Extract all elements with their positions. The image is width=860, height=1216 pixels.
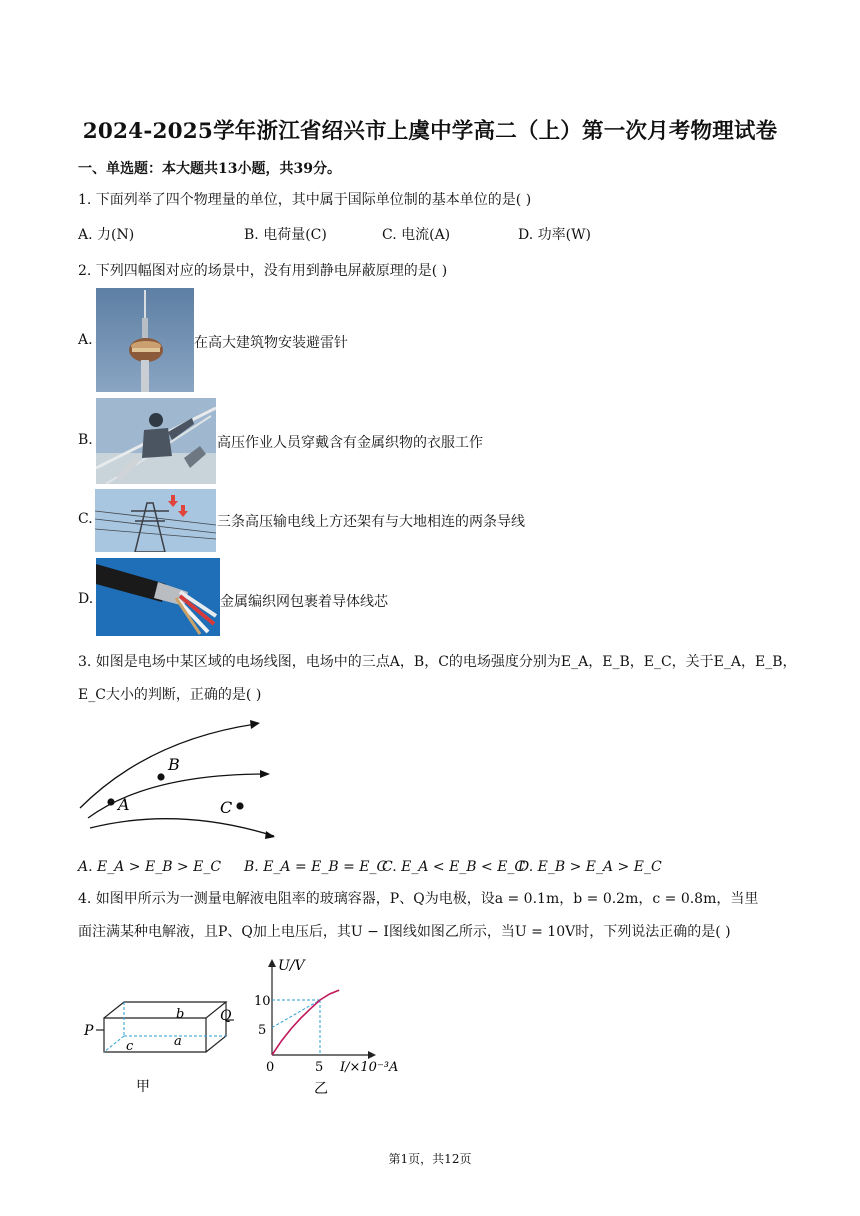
q2-option-c-letter: C.: [78, 511, 93, 527]
q1-option-a: A. 力(N): [78, 227, 135, 243]
origin-label: 0: [266, 1060, 275, 1075]
glass-container-figure: [78, 990, 238, 1100]
dimension-b-label: b: [176, 1007, 185, 1022]
q1-option-c: C. 电流(A): [382, 227, 451, 243]
q2-option-d: [78, 558, 778, 636]
q2-option-c-caption: 三条高压输电线上方还架有与大地相连的两条导线: [217, 514, 525, 530]
page-title: 2024-2025学年浙江省绍兴市上虞中学高二（上）第一次月考物理试卷: [82, 119, 778, 144]
q3-option-d: D. E_B > E_A > E_C: [518, 859, 662, 875]
question-4-stem-line-1: 4. 如图甲所示为一测量电解液电阻率的玻璃容器，P、Q为电极，设a = 0.1m，b = 0.2m，c = 0.8m，当里: [78, 891, 759, 907]
guide-lines: [272, 1000, 320, 1055]
q3-option-b: B. E_A = E_B = E_C: [244, 859, 388, 875]
q1-option-d: D. 功率(W): [518, 227, 591, 243]
question-4-stem-line-2: 面注满某种电解液，且P、Q加上电压后，其U − I图线如图乙所示，当U = 10V时，下列说法正确的是( ): [78, 924, 731, 940]
q3-option-c: C. E_A < E_B < E_C: [382, 859, 526, 875]
point-b-label: B: [168, 755, 180, 774]
section-heading: 一、单选题：本大题共13小题，共39分。: [78, 161, 341, 177]
q1-option-b: B. 电荷量(C): [244, 227, 327, 243]
q2-option-b-caption: 高压作业人员穿戴含有金属织物的衣服工作: [217, 435, 483, 451]
q2-option-a-caption: 在高大建筑物安装避雷针: [194, 335, 348, 351]
q2-option-a: [78, 288, 778, 392]
transmission-tower-image: [95, 489, 216, 552]
x-axis-label: I/×10⁻³A: [340, 1060, 399, 1075]
y-tick-10: 10: [254, 994, 271, 1009]
q2-option-b: [78, 398, 778, 484]
q2-option-a-letter: A.: [78, 332, 93, 348]
question-3-stem-line-2: E_C大小的判断，正确的是( ): [78, 687, 262, 703]
dimension-a-label: a: [174, 1034, 182, 1049]
high-voltage-worker-image: [96, 398, 216, 484]
page-footer: 第1页，共12页: [388, 1152, 472, 1166]
electric-field-lines-figure: [78, 718, 278, 840]
dimension-c-label: c: [126, 1039, 134, 1054]
q2-option-d-letter: D.: [78, 591, 94, 607]
point-a-label: A: [118, 795, 130, 814]
electrode-p-label: P: [84, 1023, 94, 1039]
shielded-cable-image: [96, 558, 220, 636]
y-axis-label: U/V: [278, 958, 305, 974]
q2-option-b-letter: B.: [78, 432, 93, 448]
q2-option-c: [78, 489, 778, 552]
question-2-stem: 2. 下列四幅图对应的场景中，没有用到静电屏蔽原理的是( ): [78, 263, 448, 279]
figure-yi-caption: 乙: [314, 1081, 328, 1097]
electrode-q-label: Q: [220, 1008, 232, 1024]
u-i-graph-figure: [248, 955, 408, 1100]
question-1-stem: 1. 下面列举了四个物理量的单位，其中属于国际单位制的基本单位的是( ): [78, 192, 532, 208]
q3-option-a: A. E_A > E_B > E_C: [78, 859, 222, 875]
lightning-rod-tower-image: [96, 288, 194, 392]
x-tick-5: 5: [315, 1060, 324, 1075]
question-3-stem-line-1: 3. 如图是电场中某区域的电场线图，电场中的三点A，B，C的电场强度分别为E_A，E_B，E_C，关于E_A，E_B，: [78, 654, 797, 670]
q2-option-d-caption: 金属编织网包裹着导体线芯: [220, 594, 388, 610]
figure-jia-caption: 甲: [136, 1079, 150, 1095]
point-c-label: C: [220, 798, 233, 817]
y-tick-5: 5: [258, 1023, 267, 1038]
